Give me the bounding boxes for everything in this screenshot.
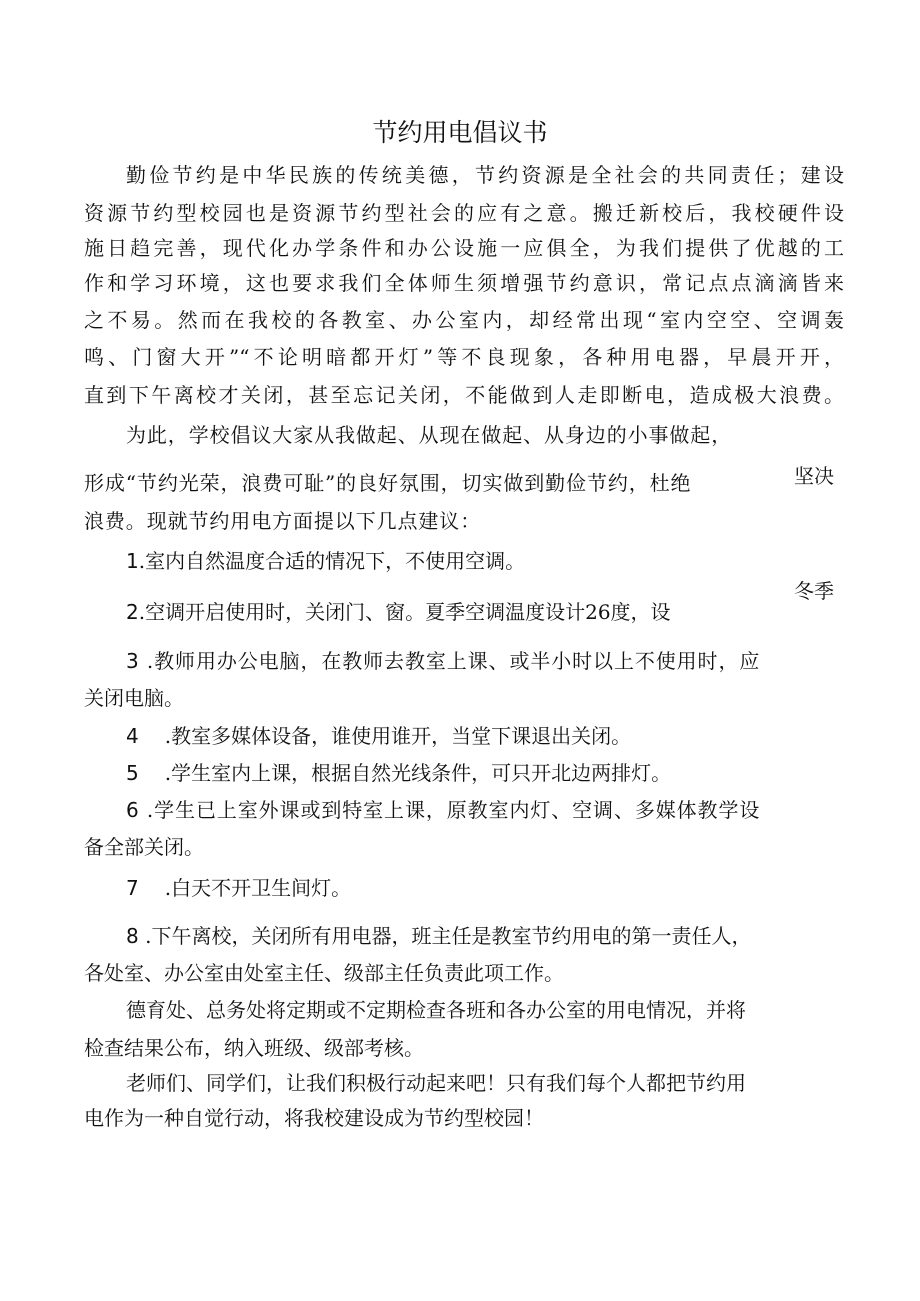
item-number: 6 [126,798,140,822]
item-number: 7 [126,876,139,900]
suggestion-item-8: 8 .下午离校，关闭所有用电器，班主任是教室节约用电的第一责任人， [126,924,752,948]
item-text: 室内自然温度合适的情况下，不使用空调。 [145,549,526,573]
intro-line: 直到下午离校才关闭，甚至忘记关闭，不能做到人走即断电，造成极大浪费。 [84,383,844,407]
item-text: 学生已上室外课或到特室上课，原教室内灯、空调、多媒体教学设 [154,798,761,822]
page-title: 节约用电倡议书 [372,118,548,147]
intro-line: 鸣、门窗大开”“不论明暗都开灯”等不良现象，各种用电器，早晨开开， [84,345,844,369]
suggestion-item-1: 1.室内自然温度合适的情况下，不使用空调。 [126,549,526,573]
item-text: 下午离校，关闭所有用电器，班主任是教室节约用电的第一责任人， [151,924,752,948]
suggestion-item-4: 4 .教室多媒体设备，谁使用谁开，当堂下课退出关闭。 [126,724,632,748]
item-number: 8 [126,924,139,948]
inspection-line: 德育处、总务处将定期或不定期检查各班和各办公室的用电情况，并将 [126,998,746,1022]
item-6-continuation: 备全部关闭。 [84,835,204,859]
item-number: 4 [126,724,139,748]
suggestion-item-7: 7 .白天不开卫生间灯。 [126,876,352,900]
item-2-float-text: 冬季 [794,579,834,603]
call-float-text: 坚决 [794,464,834,488]
call-line: 形成“节约光荣，浪费可耻”的良好氛围，切实做到勤俭节约，杜绝 [84,471,692,495]
item-text: 空调开启使用时，关闭门、窗。夏季空调温度设计26度，设 [145,600,671,624]
intro-line: 资源节约型校园也是资源节约型社会的应有之意。搬迁新校后，我校硬件设 [84,201,844,225]
suggestion-item-2: 2.空调开启使用时，关闭门、窗。夏季空调温度设计26度，设 [126,600,671,624]
item-8-continuation: 各处室、办公室由处室主任、级部主任负责此项工作。 [84,961,564,985]
inspection-line: 检查结果公布，纳入班级、级部考核。 [84,1036,424,1060]
closing-line: 老师们、同学们，让我们积极行动起来吧！只有我们每个人都把节约用 [126,1071,746,1095]
intro-line: 施日趋完善，现代化办学条件和办公设施一应俱全，为我们提供了优越的工 [84,236,844,260]
item-number: 2 [126,600,139,624]
suggestion-item-3: 3 .教师用办公电脑，在教师去教室上课、或半小时以上不使用时，应 [126,649,761,673]
call-line: 浪费。现就节约用电方面提以下几点建议： [84,509,482,533]
call-line: 为此，学校倡议大家从我做起、从现在做起、从身边的小事做起， [126,423,733,447]
item-3-continuation: 关闭电脑。 [84,686,184,710]
item-number: 5 [126,761,139,785]
suggestion-item-6: 6 .学生已上室外课或到特室上课，原教室内灯、空调、多媒体教学设 [126,798,761,822]
item-text: 教师用办公电脑，在教师去教室上课、或半小时以上不使用时，应 [154,649,761,673]
item-number: 1 [126,549,139,573]
item-number: 3 [126,649,140,673]
intro-line: 作和学习环境，这也要求我们全体师生须增强节约意识，常记点点滴滴皆来 [84,271,844,295]
item-text: 教室多媒体设备，谁使用谁开，当堂下课退出关闭。 [171,724,632,748]
suggestion-item-5: 5 .学生室内上课，根据自然光线条件，可只开北边两排灯。 [126,761,672,785]
intro-line: 之不易。然而在我校的各教室、办公室内，却经常出现“室内空空、空调轰 [84,308,844,332]
item-text: 白天不开卫生间灯。 [171,876,352,900]
intro-line: 勤俭节约是中华民族的传统美德，节约资源是全社会的共同责任；建设 [126,163,844,187]
item-text: 学生室内上课，根据自然光线条件，可只开北边两排灯。 [171,761,672,785]
closing-line: 电作为一种自觉行动，将我校建设成为节约型校园！ [84,1106,544,1130]
